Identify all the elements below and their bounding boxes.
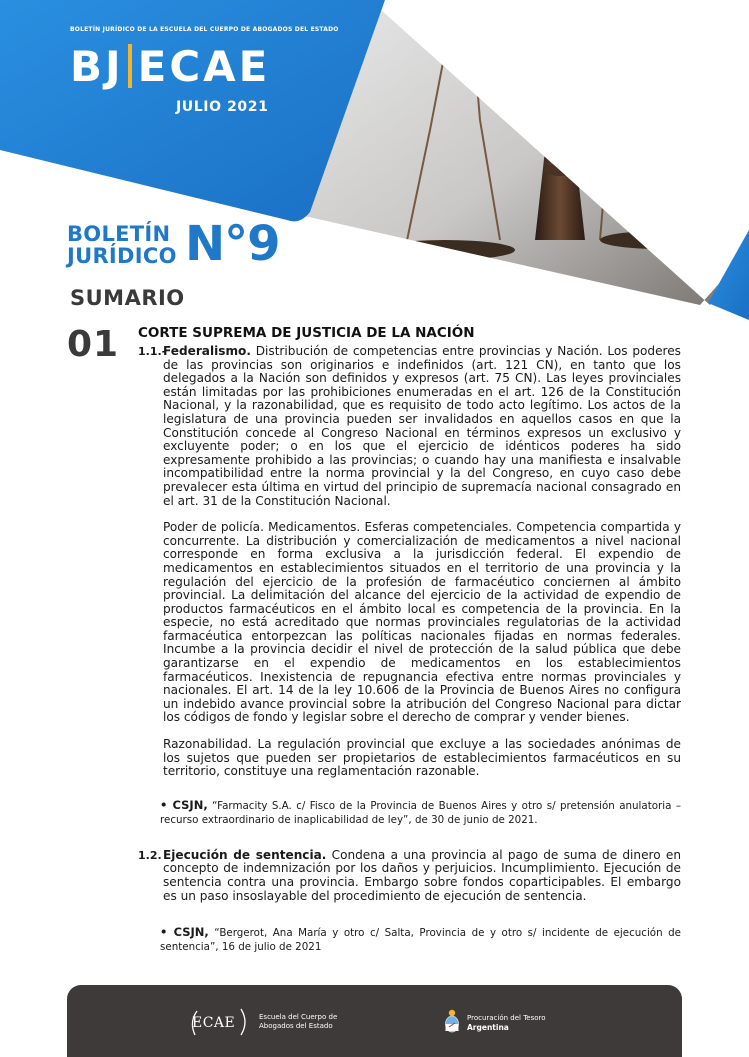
entry-paragraph: Condena a una provincia al pago de suma de dinero en concepto de indemnización por los daños y perjuicios. Incumplimiento. Ejecución de sentencia contra una provincia. Embargo sobre fondos coparticipables. El embargo es un paso insoslayable del procedimiento de ejecución de sentencia. [163,847,681,903]
sumario-heading: SUMARIO [70,286,185,310]
bulletin-kicker: BOLETÍN JURÍDICO DE LA ESCUELA DEL CUERPO DE ABOGADOS DEL ESTADO [70,26,339,33]
boletin-line1: BOLETÍN [67,222,171,246]
citation-court: • CSJN, [160,925,209,940]
brand-bj: BJ [70,42,124,91]
entry-paragraph: Razonabilidad. La regulación provincial que excluye a las sociedades anónimas de los sujetos que pueden ser propietarios de establecimientos farmacéuticos en su territorio, constituye una reglamentación razonable. [163,737,681,779]
citation-text: “Bergerot, Ana María y otro c/ Salta, Provincia de y otro s/ incidente de ejecución de sentencia”, 16 de julio de 2021 [160,927,682,954]
section-title: CORTE SUPREMA DE JUSTICIA DE LA NACIÓN [138,325,475,341]
entry-lead: Federalismo. [163,344,251,358]
entry-1-1 [138,345,681,508]
case-citation [138,798,681,827]
entry-number: 1.2. [138,848,162,862]
ecae-desc-line1: Escuela del Cuerpo de [259,1013,338,1021]
entry-lead: Ejecución de sentencia. [163,847,327,862]
argentina-coat-of-arms-icon [444,1009,460,1033]
entry-paragraph: Distribución de competencias entre provincias y Nación. Los poderes de las provincias son originarios e indefinidos (art. 121 CN), en tanto que los delegados a la Nación son definidos y expresos (art. 75 CN). Las leyes provinciales están limitadas por las prohibiciones enumeradas en el art. 126 de la Constitución Nacional, y la razonabilidad, que es requisito de todo acto legítimo. Los actos de la legislatura de una provincia pueden ser invalidados en aquellos casos en que la Constitución concede al Congreso Nacional en términos expresos un exclusivo y excluyente poder; o en los que el ejercicio de idénticos poderes ha sido expresamente prohibido a las provincias; o cuando hay una manifiesta e insalvable incompatibilidad entre la norma provincial y la del Congreso, en cuyo caso debe prevalecer esta última en virtud del principio de supremacía nacional consagrado en el art. 31 de la Constitución Nacional. [163,344,681,508]
issue-number: N°9 [185,216,280,272]
summary-content [138,345,681,954]
boletin-line2: JURÍDICO [67,244,177,268]
ecae-description [259,1013,337,1031]
citation-court: • CSJN, [160,797,208,812]
boletin-juridico-label [67,223,177,267]
citation-text: “Farmacity S.A. c/ Fisco de la Provincia de Buenos Aires y otro s/ pretensión anulatoria – recurso extraordinario de inaplicabilidad de ley”, de 30 de junio de 2021. [160,799,682,826]
brand-ecae: ECAE [137,42,271,91]
ptn-line1: Procuración del Tesoro [467,1014,546,1022]
footer-bar [67,985,682,1057]
section-number: 01 [67,324,120,365]
entry-1-2 [138,849,681,903]
ptn-logo-text [467,1014,546,1032]
ptn-line2: Argentina [467,1023,509,1032]
issue-date: JULIO 2021 [176,99,269,115]
brand-divider [128,44,132,88]
ecae-logo-text: ECAE [192,1015,236,1031]
case-citation [138,925,681,954]
entry-paragraph: Poder de policía. Medicamentos. Esferas competenciales. Competencia compartida y concurrente. La distribución y comercialización de medicamentos a nivel nacional corresponde en forma exclusiva a la jurisdicción federal. El expendio de medicamentos en establecimientos situados en el territorio de una provincia y la regulación del ejercicio de la profesión de farmacéutico conciernen al ámbito provincial. La delimitación del alcance del ejercicio de la actividad de expendio de productos farmacéuticos en el ámbito local es competencia de la provincia. En la especie, no está acreditado que normas provinciales regulatorias de la actividad farmacéutica entorpezcan las políticas nacionales fijadas en normas federales. Incumbe a la provincia decidir el nivel de protección de la salud pública que debe garantizarse en el expendio de medicamentos en los establecimientos farmacéuticos. Inexistencia de repugnancia efectiva entre normas provinciales y nacionales. El art. 14 de la ley 10.606 de la Provincia de Buenos Aires no configura un indebido avance provincial sobre la atribución del Congreso Nacional para dictar los códigos de fondo y legislar sobre el derecho de comprar y vender bienes. [163,520,681,725]
ecae-desc-line2: Abogados del Estado [259,1022,333,1030]
bj-ecae-logo [70,42,270,91]
entry-number: 1.1.- [138,345,167,358]
